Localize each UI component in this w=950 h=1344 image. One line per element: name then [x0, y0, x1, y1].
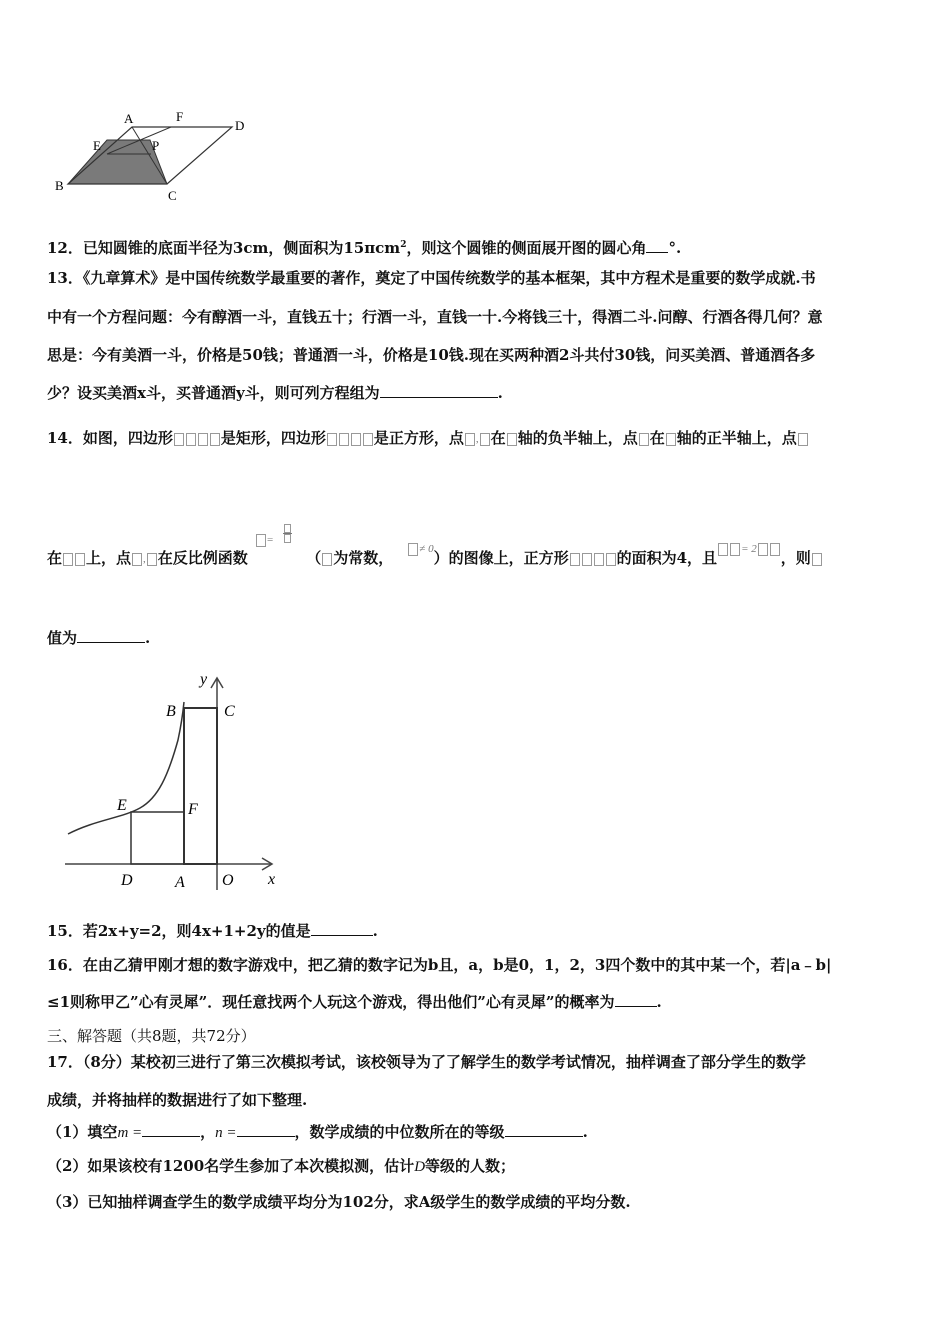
label-a: A	[124, 111, 134, 126]
q14-text-a6: 在	[649, 429, 665, 447]
q14-text-a2: 是矩形，四边形	[220, 429, 326, 447]
question-16-line-1	[47, 955, 831, 975]
function-formula: =	[253, 549, 301, 569]
q14-eq2: = 2	[741, 543, 757, 555]
question-13-line-2	[47, 307, 822, 327]
q16-line-2: ≤1则称甲乙”心有灵犀”．现任意找两个人玩这个游戏，得出他们”心有灵犀”的概率为	[47, 993, 615, 1011]
hyperbola-figure	[60, 668, 290, 898]
question-17-part-1	[47, 1122, 588, 1143]
q12-number: 12．	[47, 239, 83, 257]
q13-number: 13．	[47, 269, 83, 287]
label-p: P	[152, 138, 160, 153]
q14-neq: ≠ 0	[419, 543, 434, 555]
fig2-label-d: D	[121, 872, 133, 889]
question-12	[47, 235, 681, 258]
q14-text-b2: 上，点	[86, 549, 132, 567]
q16-tail: .	[656, 993, 662, 1011]
question-17-line-2	[47, 1090, 307, 1110]
label-d: D	[235, 118, 245, 133]
q17-p1-tail: .	[582, 1123, 588, 1141]
q17-n-blank[interactable]	[237, 1136, 295, 1137]
fig2-label-b: B	[166, 703, 176, 720]
q12-tail: °.	[668, 239, 682, 257]
fig2-label-x: x	[268, 871, 276, 888]
q13-tail: .	[497, 384, 503, 402]
q14-text-b8: ，则	[780, 549, 811, 567]
q13-line-2: 中有一个方程问题：今有醇酒一斗，直钱五十；行酒一斗，直钱一十.今将钱三十，得酒二斗.问醇、行酒各得几何？意	[47, 308, 823, 326]
q17-d-label: D	[414, 1159, 426, 1175]
question-13-line-1	[47, 268, 816, 288]
square-adef	[131, 812, 184, 864]
fig2-label-c: C	[224, 703, 235, 720]
hyperbola-curve	[68, 702, 184, 834]
q14-text-b7: 的面积为4，且	[616, 549, 718, 567]
q14-text-a7: 轴的正半轴上，点	[676, 429, 797, 447]
fig2-label-o: O	[222, 872, 234, 889]
q15-blank[interactable]	[311, 935, 373, 936]
q14-text-c2: .	[145, 629, 151, 647]
q14-text-a5: 轴的负半轴上，点	[517, 429, 638, 447]
q16-line-1: 在由乙猜甲刚才想的数字游戏中，把乙猜的数字记为b且，a，b是0，1，2，3四个数中的其中某一个，若|a﹣b|	[82, 956, 832, 974]
parallelogram-figure	[50, 108, 260, 208]
label-e: E	[93, 138, 101, 153]
fig2-label-f: F	[188, 801, 198, 818]
q14-text-a4: 在	[490, 429, 506, 447]
q14-text-c1: 值为	[47, 629, 78, 647]
q14-text-a3: 是正方形，点	[373, 429, 464, 447]
q12-text-b: ，则这个圆锥的侧面展开图的圆心角	[406, 239, 647, 257]
q14-blank[interactable]	[77, 642, 145, 643]
q14-text-b3: 在反比例函数	[157, 549, 248, 567]
question-14-line-1: 14．如图，四边形 是矩形，四边形 是正方形，点 , 在 轴的负半轴上，点 在 轴的正半轴上，点	[47, 428, 809, 449]
label-b: B	[55, 178, 64, 193]
question-17-part-3	[47, 1192, 631, 1212]
fig2-label-y: y	[200, 671, 208, 688]
q16-blank[interactable]	[615, 1006, 657, 1007]
q14-text-a1: 如图，四边形	[82, 429, 173, 447]
q13-line-4: 少？设买美酒x斗，买普通酒y斗，则可列方程组为	[47, 384, 380, 402]
q15-number: 15．	[47, 922, 83, 940]
q15-text: 若2x+y=2，则4x+1+2y的值是	[82, 922, 311, 940]
q17-number: 17．	[47, 1053, 83, 1071]
q14-text-b1: 在	[47, 549, 63, 567]
q17-m-label: m =	[117, 1125, 143, 1141]
question-15	[47, 921, 378, 941]
q13-line-1: 《九章算术》是中国传统数学最重要的著作，奠定了中国传统数学的基本框架，其中方程术是重要的数学成就.书	[82, 269, 816, 287]
q13-blank[interactable]	[380, 397, 498, 398]
section-3-heading	[47, 1026, 256, 1046]
q14-text-b5: 为常数，	[333, 549, 394, 567]
q17-p2-text-b: 等级的人数；	[425, 1157, 516, 1175]
section-3-title: 三、解答题（共8题，共72分）	[47, 1027, 256, 1045]
fig2-label-e: E	[117, 797, 127, 814]
q12-blank[interactable]	[646, 252, 668, 253]
q14-text-b6: ）的图像上，正方形	[433, 549, 569, 567]
q15-tail: .	[372, 922, 378, 940]
q17-line-1: （8分）某校初三进行了第三次模拟考试，该校领导为了了解学生的数学考试情况，抽样调查了部分学生的数学	[82, 1053, 806, 1071]
question-17-part-2	[47, 1156, 515, 1177]
q14-text-b4: （	[306, 549, 322, 567]
q17-p3-text: （3）已知抽样调查学生的数学成绩平均分为102分，求A级学生的数学成绩的平均分数.	[47, 1193, 631, 1211]
question-17-line-1	[47, 1052, 806, 1072]
q16-number: 16．	[47, 956, 83, 974]
question-13-line-4	[47, 383, 503, 403]
rectangle-abco	[184, 708, 217, 864]
q17-m-blank[interactable]	[142, 1136, 200, 1137]
q17-line-2: 成绩，并将抽样的数据进行了如下整理.	[47, 1091, 308, 1109]
q13-line-3: 思是：今有美酒一斗，价格是50钱；普通酒一斗，价格是10钱.现在买两种酒2斗共付30钱，问买美酒、普通酒各多	[47, 346, 816, 364]
question-16-line-2	[47, 992, 662, 1012]
q17-p1-text: （1）填空	[47, 1123, 118, 1141]
q17-p2-text-a: （2）如果该校有1200名学生参加了本次模拟测，估计	[47, 1157, 415, 1175]
question-14-line-3	[47, 628, 150, 648]
fig2-label-a: A	[175, 874, 185, 891]
question-13-line-3	[47, 345, 815, 365]
q17-n-label: n =	[215, 1125, 237, 1141]
q17-p1-sep: ，	[200, 1123, 216, 1141]
q14-number: 14．	[47, 429, 83, 447]
label-c: C	[168, 188, 177, 203]
label-f: F	[176, 109, 184, 124]
question-14-line-2: 在 上，点 , 在反比例函数 = （ 为常数， ≠ 0）的图像上，正方形 的面积为4，且 = 2 ，则	[47, 548, 823, 569]
q17-median-blank[interactable]	[505, 1136, 583, 1137]
q12-text-a: 已知圆锥的底面半径为3cm，侧面积为15πcm	[82, 239, 401, 257]
q17-p1-median-text: ，数学成绩的中位数所在的等级	[294, 1123, 505, 1141]
q12-sup: 2	[400, 240, 407, 250]
